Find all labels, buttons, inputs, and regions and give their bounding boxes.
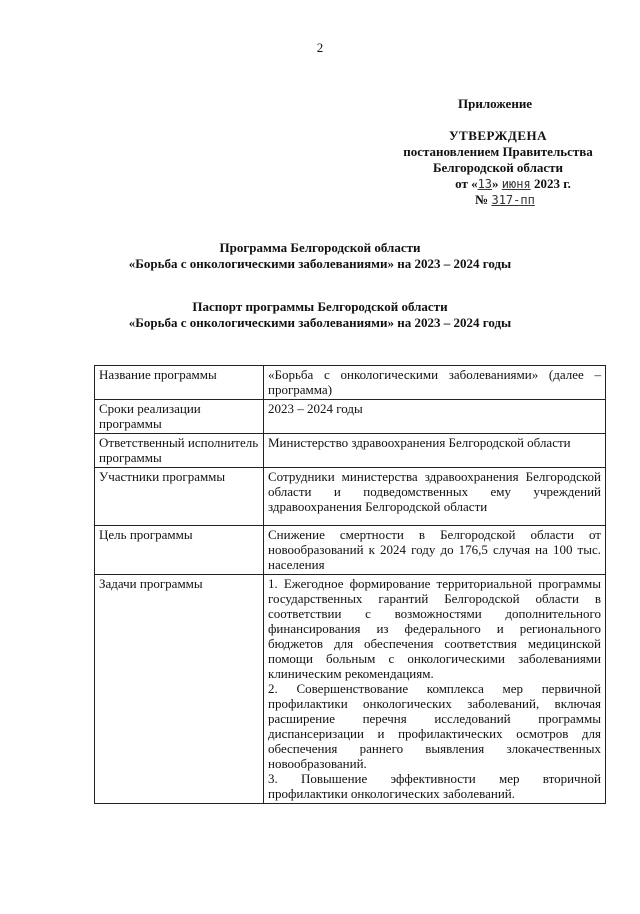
row-label: Цель программы <box>95 526 264 575</box>
approval-date-day: 13 <box>477 177 493 191</box>
page-number: 2 <box>316 40 324 55</box>
row-label: Задачи программы <box>95 575 264 804</box>
approval-date-prefix: от « <box>455 176 478 191</box>
approval-line-1: постановлением Правительства <box>403 144 593 159</box>
table-row <box>95 575 606 804</box>
passport-title <box>0 299 640 331</box>
approval-block <box>380 128 616 208</box>
table-row <box>95 366 606 400</box>
approval-date <box>380 176 616 192</box>
approval-date-year: 2023 г. <box>533 176 571 191</box>
passport-table-body <box>95 366 606 804</box>
row-value <box>264 575 606 804</box>
row-label: Название программы <box>95 366 264 400</box>
approval-number-prefix: № <box>475 192 489 207</box>
approval-date-mid: » <box>492 176 499 191</box>
row-value <box>264 366 606 400</box>
table-row <box>95 526 606 575</box>
row-value-paragraph: «Борьба с онкологическими заболеваниями» (далее – программа) <box>268 367 601 397</box>
passport-title-line-1: Паспорт программы Белгородской области <box>192 299 448 314</box>
approval-title: УТВЕРЖДЕНА <box>448 128 547 143</box>
row-value-paragraph: Министерство здравоохранения Белгородской области <box>268 435 571 450</box>
table-row <box>95 400 606 434</box>
program-title-line-1: Программа Белгородской области <box>219 240 421 255</box>
passport-table <box>94 365 606 804</box>
table-row <box>95 468 606 526</box>
appendix-label: Приложение <box>458 96 533 111</box>
row-value-paragraph: 2023 – 2024 годы <box>268 401 363 416</box>
row-value <box>264 468 606 526</box>
row-value-paragraph: 2. Совершенствование комплекса мер первичной профилактики онкологических заболеваний, включая расширение перечня исследований программы диспансеризации и профилактических осмотров для обеспечения раннего выявления злокачественных новообразований. <box>268 681 601 771</box>
approval-number <box>380 192 616 208</box>
row-value-paragraph: Сотрудники министерства здравоохранения Белгородской области и подведомственных ему учреждений здравоохранения Белгородской области <box>268 469 601 514</box>
passport-title-line-2: «Борьба с онкологическими заболеваниями» на 2023 – 2024 годы <box>128 315 512 330</box>
table-row <box>95 434 606 468</box>
approval-line-2: Белгородской области <box>432 160 564 175</box>
row-value <box>264 526 606 575</box>
row-value <box>264 434 606 468</box>
program-title <box>0 240 640 272</box>
row-label: Участники программы <box>95 468 264 526</box>
approval-number-value: 317-пп <box>491 193 535 207</box>
program-title-line-2: «Борьба с онкологическими заболеваниями» на 2023 – 2024 годы <box>128 256 512 271</box>
row-value-paragraph: 3. Повышение эффективности мер вторичной профилактики онкологических заболеваний. <box>268 771 601 801</box>
row-label: Ответственный исполнитель программы <box>95 434 264 468</box>
approval-date-month: июня <box>501 177 531 191</box>
row-label: Сроки реализации программы <box>95 400 264 434</box>
row-value-paragraph: 1. Ежегодное формирование территориальной программы государственных гарантий Белгородской области в соответствии с возможностями дополнительного финансирования из федерального и регионального бюджетов для обеспечения соответствия медицинской помощи больным с онкологическими заболеваниями клиническим рекомендациям. <box>268 576 601 681</box>
row-value-paragraph: Снижение смертности в Белгородской области от новообразований к 2024 году до 176,5 случая на 100 тыс. населения <box>268 527 601 572</box>
row-value <box>264 400 606 434</box>
